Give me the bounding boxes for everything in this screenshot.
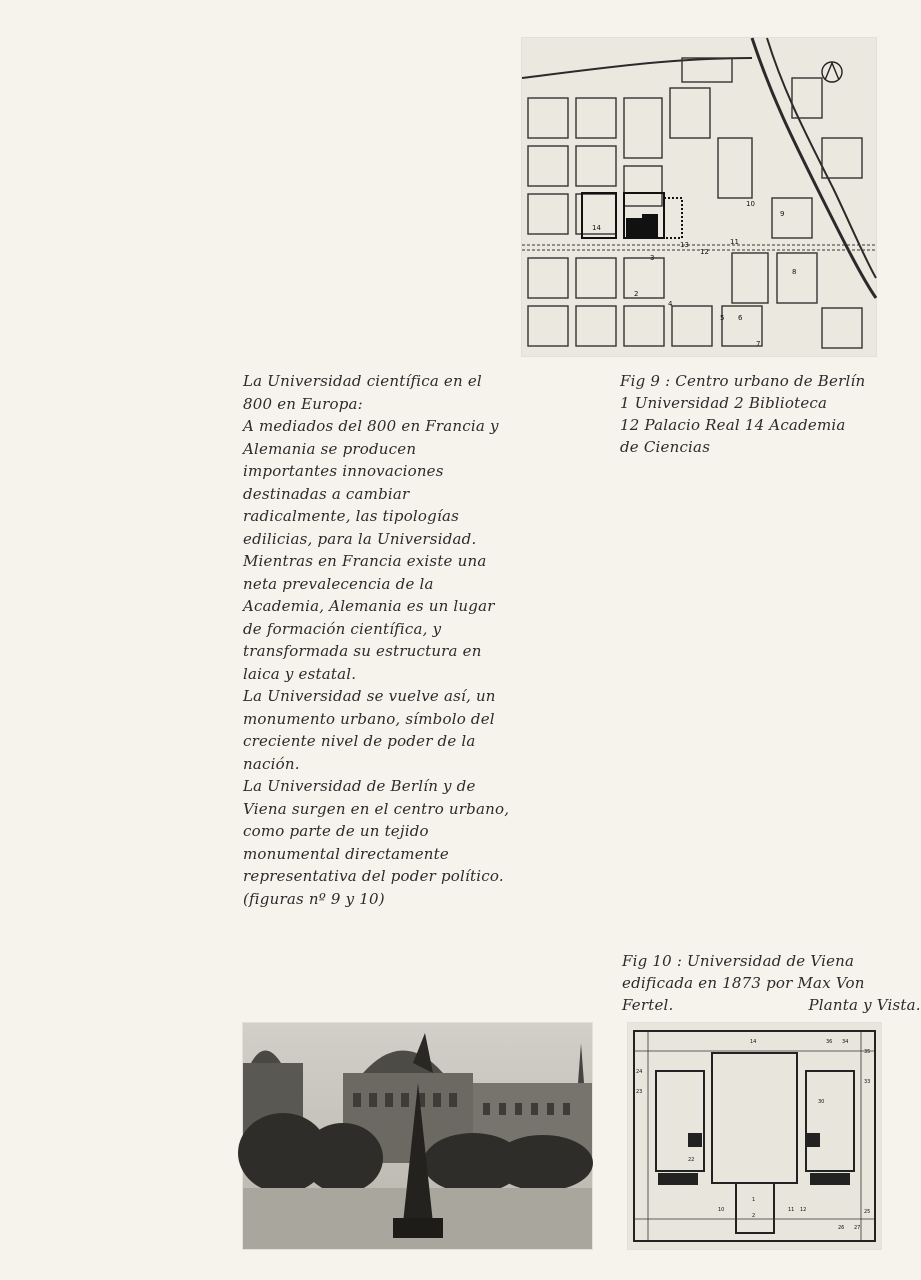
plan-label: 10 [718,1207,725,1213]
plan-label: 34 [842,1039,849,1045]
caption-line: Fertel. [622,996,674,1014]
main-text-block [243,370,513,910]
body-paragraph: La Universidad de Berlín y de Viena surgen en el centro urbano, como parte de un tejido monumental directamente representativa del poder político. (figuras nº 9 y 10) [243,777,510,908]
fig9-caption [620,370,870,458]
body-paragraph: A mediados del 800 en Francia y Alemania se producen importantes innovaciones destinadas a cambiar radicalmente, las tipologías edilicias, para la Universidad. [243,417,499,548]
caption-line: Fig 10 : Universidad de Viena edificada en 1873 por Max Von [622,952,865,992]
berlin-map-drawing [522,38,876,356]
plan-label: 26 [838,1225,845,1231]
photo-drawing [243,1023,592,1249]
map-label: 10 [746,200,755,208]
plan-label: 14 [750,1039,757,1045]
caption-line: 12 Palacio Real 14 Academia [620,416,846,434]
plan-label: 25 [864,1209,871,1215]
plan-label: 23 [636,1089,643,1095]
plan-label: 35 [864,1049,871,1055]
plan-label: 11 [788,1207,795,1213]
map-label: 9 [780,210,785,218]
plan-label: 24 [636,1069,643,1075]
caption-line: 1 Universidad 2 Biblioteca [620,394,828,412]
map-label: 2 [634,290,639,298]
plan-label: 1 [752,1197,756,1203]
map-label: 3 [650,254,655,262]
map-label: 13 [680,241,689,249]
plan-label: 12 [800,1207,807,1213]
berlin-map-figure [522,38,876,356]
vienna-university-photo [243,1023,592,1249]
map-label: 6 [738,314,743,322]
caption-line [622,994,921,1016]
map-label: 11 [730,238,739,246]
map-label: 5 [720,314,725,322]
plan-label: 36 [826,1039,833,1045]
map-label: 12 [700,248,709,256]
map-label: 4 [668,300,673,308]
map-label: 7 [756,340,761,348]
map-label: 1 [636,230,641,238]
plan-label: 2 [752,1213,756,1219]
map-label: 8 [792,268,797,276]
body-paragraph: La Universidad se vuelve así, un monumento urbano, símbolo del creciente nivel de poder de la nación. [243,687,496,773]
plan-label: 27 [854,1225,861,1231]
map-label: 14 [592,224,601,232]
plan-label: 33 [864,1079,871,1085]
floor-plan-drawing [628,1023,881,1249]
fig10-caption [622,950,921,1016]
caption-line: Fig 9 : Centro urbano de Berlín [620,372,866,390]
plan-label: 22 [688,1157,695,1163]
plan-label: 30 [818,1099,825,1105]
section-title: La Universidad científica en el 800 en Europa: [243,372,482,413]
vienna-university-floor-plan [628,1023,881,1249]
caption-right: Planta y Vista. [808,996,921,1014]
body-paragraph: Mientras en Francia existe una neta prevalecencia de la Academia, Alemania es un lugar de formación científica, y transformada su estructura en laica y estatal. [243,552,495,683]
caption-line: de Ciencias [620,438,711,456]
